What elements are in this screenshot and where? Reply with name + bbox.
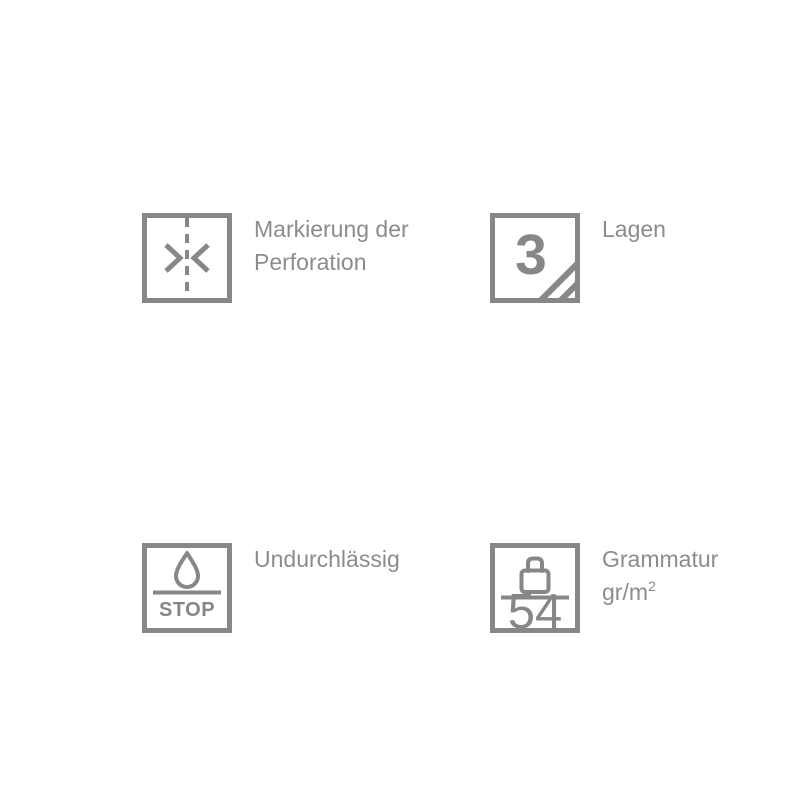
label-line: Grammatur xyxy=(602,546,719,572)
feature-impermeable xyxy=(142,543,400,633)
grammage-value: 54 xyxy=(507,585,563,639)
label-line: Lagen xyxy=(602,216,666,242)
feature-grammage xyxy=(490,543,719,639)
perforation-marking-icon xyxy=(142,213,232,303)
label-line: Markierung der xyxy=(254,216,409,242)
weight-icon xyxy=(490,543,580,639)
feature-label-plies xyxy=(602,213,666,246)
water-stop-icon xyxy=(142,543,232,633)
unit-text: gr/m xyxy=(602,579,648,605)
stop-text-value: STOP xyxy=(158,599,216,621)
feature-label-impermeable xyxy=(254,543,400,576)
label-line: Undurchlässig xyxy=(254,546,400,572)
feature-label-grammage xyxy=(602,543,718,609)
plies-icon xyxy=(490,213,580,303)
label-line: Perforation xyxy=(254,249,367,275)
feature-perforation-marking xyxy=(142,213,409,303)
label-line xyxy=(602,576,718,609)
perforation-marking-glyph xyxy=(147,218,227,298)
unit-superscript: 2 xyxy=(648,578,656,595)
feature-plies xyxy=(490,213,666,303)
plies-count-value: 3 xyxy=(515,223,547,287)
feature-label-perforation xyxy=(254,213,409,279)
